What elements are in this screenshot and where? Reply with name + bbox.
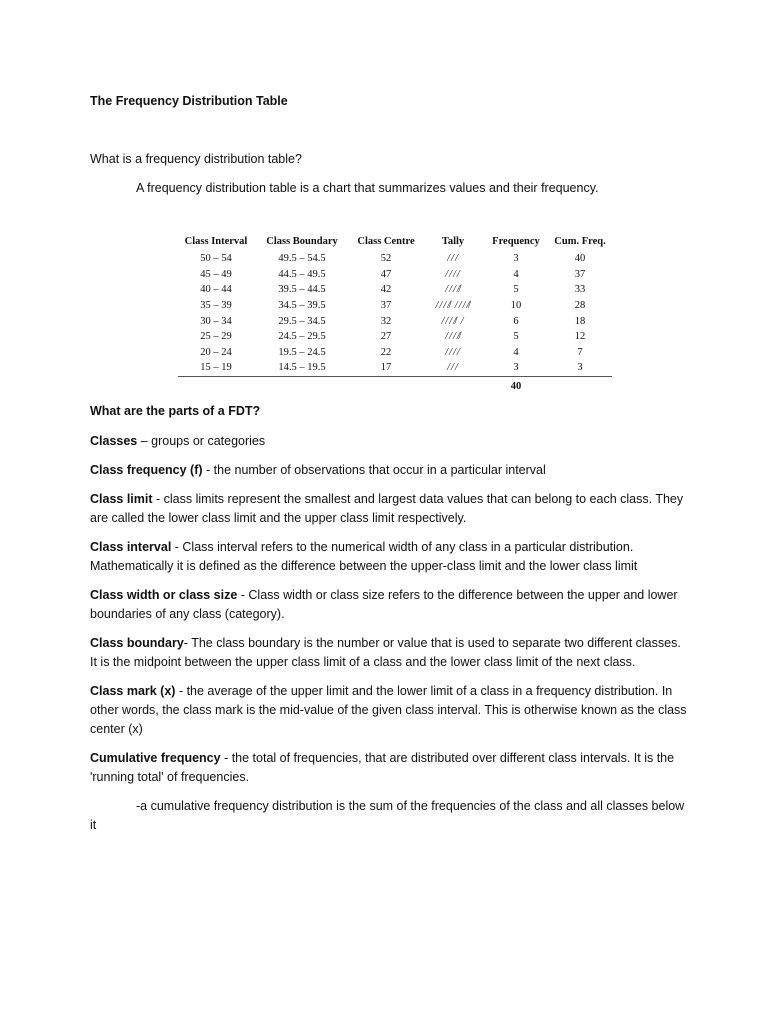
table-cell: 29.5 – 34.5 (278, 315, 326, 327)
table-cell: /// (447, 253, 459, 265)
parts-heading: What are the parts of a FDT? (90, 404, 261, 418)
table-cell: 20 – 24 (200, 346, 232, 358)
definition-text: - the total of frequencies, that are distributed over different class intervals. It is the 'running total' of frequencies. (90, 751, 675, 784)
table-cell: 42 (380, 284, 392, 296)
table-cell: ////̸ (445, 284, 461, 296)
table-cell: 28 (574, 300, 586, 312)
table-row (178, 329, 612, 345)
table-cell: 47 (380, 268, 392, 280)
definition-text: - Class width or class size refers to the difference between the upper and lower boundaries of any class (category). (90, 588, 678, 621)
column-header: Cum. Freq. (554, 235, 606, 247)
table-cell: 52 (380, 253, 392, 265)
table-cell: 10 (510, 300, 522, 312)
table-cell: 50 – 54 (200, 253, 232, 265)
table-cell: 4 (513, 346, 519, 358)
definition-text: - Class interval refers to the numerical width of any class in a particular distribution. Mathematically it is defined as the difference between the upper-class limit and the lower class limit (90, 540, 638, 573)
table-cell: 33 (574, 284, 586, 296)
table-cell: 39.5 – 44.5 (278, 284, 326, 296)
definition-text: - class limits represent the smallest and largest data values that can belong to each class. They are called the lower class limit and the upper class limit respectively. (90, 492, 684, 525)
table-row (178, 282, 612, 298)
page-title: The Frequency Distribution Table (90, 94, 288, 108)
definition-term: Class interval (90, 540, 172, 554)
table-cell: 35 – 39 (200, 300, 232, 312)
table-cell: 24.5 – 29.5 (278, 331, 326, 343)
definition-text: - the average of the upper limit and the lower limit of a class in a frequency distribution. In other words, the class mark is the mid-value of the given class interval. This is otherwise known as the class center (x) (90, 684, 687, 736)
table-cell: 3 (484, 360, 548, 376)
definition-term: Class limit (90, 492, 153, 506)
table-cell: 3 (548, 360, 612, 376)
definition-text: - The class boundary is the number or value that is used to separate two different classes. It is the midpoint between the upper class limit of a class and the lower class limit of the next class. (90, 636, 681, 669)
definition-text: – groups or categories (137, 434, 266, 448)
table-cell: 19.5 – 24.5 (278, 346, 326, 358)
table-cell: 32 (380, 315, 392, 327)
definition-item (90, 749, 690, 787)
table-cell: //// (445, 268, 461, 280)
definition-term: Cumulative frequency (90, 751, 221, 765)
table-cell: 22 (380, 346, 392, 358)
definition-term: Class mark (x) (90, 684, 176, 698)
table-cell: 37 (380, 300, 392, 312)
table-cell: 40 – 44 (200, 284, 232, 296)
table-row (178, 345, 612, 361)
table-row (178, 360, 612, 376)
table-cell: ////̸ ////̸ (435, 300, 471, 312)
definition-item (90, 586, 690, 624)
definition-text: - the number of observations that occur in a particular interval (202, 463, 546, 477)
table-total-row (178, 376, 612, 394)
definition-term: Class width or class size (90, 588, 238, 602)
definitions-list (90, 432, 690, 835)
frequency-total: 40 (510, 381, 522, 393)
table-cell: /// (422, 360, 484, 376)
table-row (178, 298, 612, 314)
table-cell: 15 – 19 (178, 360, 254, 376)
definition-term: Class frequency (f) (90, 463, 203, 477)
table-cell: //// (445, 346, 461, 358)
definition-term: Class boundary (90, 636, 184, 650)
table-cell: ////̸ / (441, 315, 465, 327)
column-header: Frequency (492, 235, 540, 247)
column-header: Class Interval (184, 235, 248, 247)
column-header: Class Boundary (266, 235, 338, 247)
table-cell: 27 (380, 331, 392, 343)
table-cell: 44.5 – 49.5 (278, 268, 326, 280)
table-cell: 14.5 – 19.5 (254, 360, 350, 376)
definition-item (90, 432, 690, 451)
question-text: What is a frequency distribution table? (90, 152, 302, 166)
table-row (178, 251, 612, 267)
table-row (178, 313, 612, 329)
table-cell: 5 (513, 331, 519, 343)
table-cell: 49.5 – 54.5 (278, 253, 326, 265)
table-cell: 12 (574, 331, 586, 343)
table-header-row (178, 233, 612, 251)
table-cell: ////̸ (445, 331, 461, 343)
definition-item (90, 461, 690, 480)
cumulative-note: -a cumulative frequency distribution is the sum of the frequencies of the class and all classes below it (90, 799, 685, 832)
table-cell: 34.5 – 39.5 (278, 300, 326, 312)
definition-item (90, 634, 690, 672)
table-cell: 37 (574, 268, 586, 280)
definition-item (90, 538, 690, 576)
answer-text: A frequency distribution table is a chart that summarizes values and their frequency. (136, 181, 599, 195)
table-cell: 7 (577, 346, 583, 358)
table-cell: 5 (513, 284, 519, 296)
table-cell: 18 (574, 315, 586, 327)
table-cell: 40 (574, 253, 586, 265)
definition-item (90, 682, 690, 739)
column-header: Class Centre (357, 235, 415, 247)
table-cell: 25 – 29 (200, 331, 232, 343)
table-row (178, 267, 612, 283)
table-cell: 45 – 49 (200, 268, 232, 280)
definition-term: Classes (90, 434, 138, 448)
table-cell: 6 (513, 315, 519, 327)
table-cell: 30 – 34 (200, 315, 232, 327)
table-cell: 3 (513, 253, 519, 265)
column-header: Tally (441, 235, 465, 247)
definition-item (90, 490, 690, 528)
table-cell: 4 (513, 268, 519, 280)
frequency-distribution-table (178, 233, 612, 394)
table-cell: 17 (350, 360, 422, 376)
